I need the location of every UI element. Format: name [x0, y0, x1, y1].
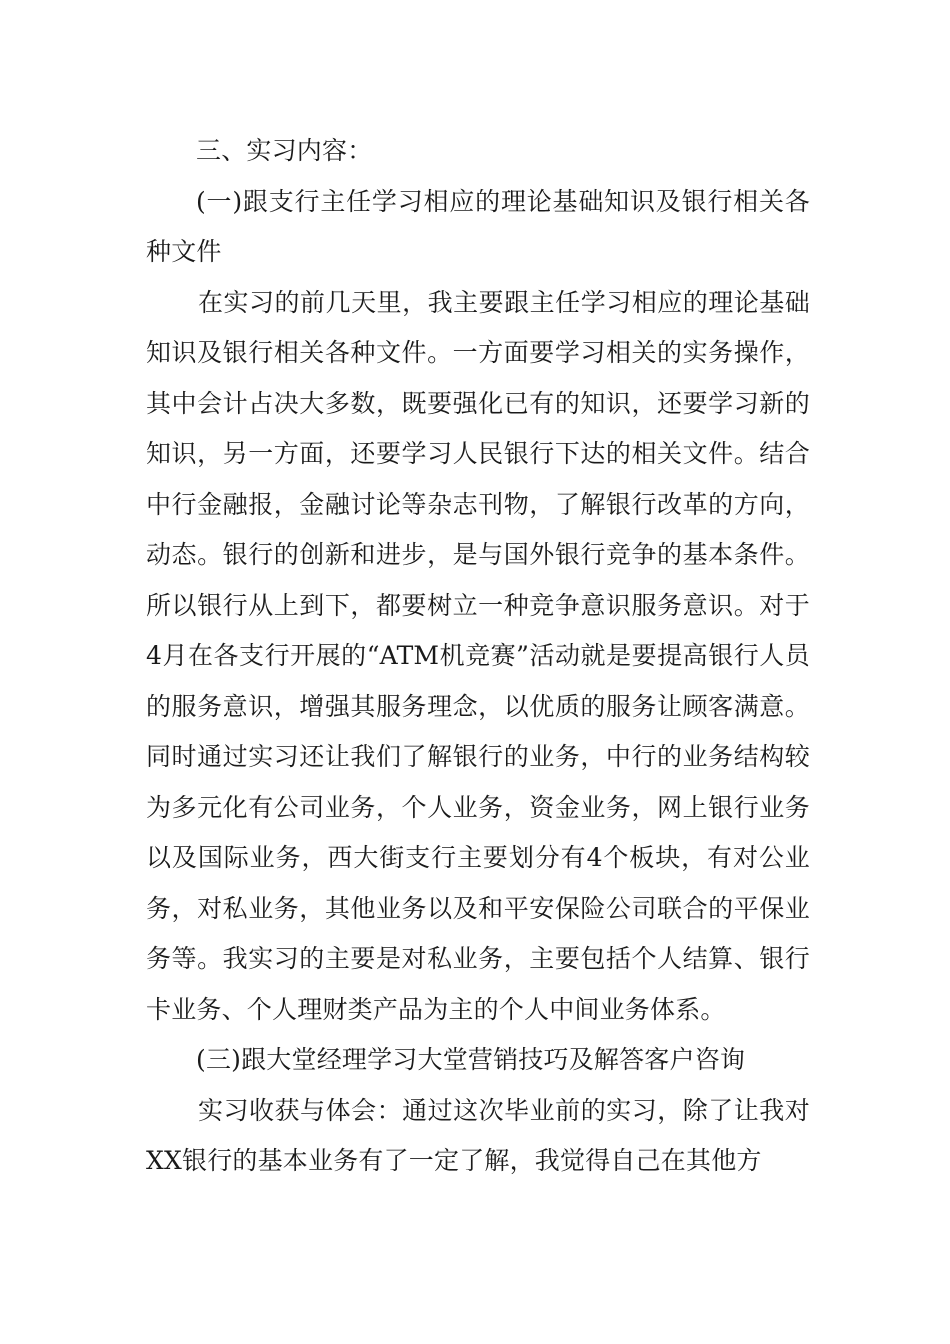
body-paragraph-internship-content: 在实习的前几天里，我主要跟主任学习相应的理论基础知识及银行相关各种文件。一方面要学习相关的实务操作，其中会计占决大多数，既要强化已有的知识，还要学习新的知识，另一方面，还要学习人民银行下达的相关文件。结合中行金融报，金融讨论等杂志刊物，了解银行改革的方向，动态。银行的创新和进步，是与国外银行竞争的基本条件。所以银行从上到下，都要树立一种竞争意识服务意识。对于4月在各支行开展的“ATM机竞赛”活动就是要提高银行人员的服务意识，增强其服务理念，以优质的服务让顾客满意。同时通过实习还让我们了解银行的业务，中行的业务结构较为多元化有公司业务，个人业务，资金业务，网上银行业务以及国际业务，西大街支行主要划分有4个板块，有对公业务，对私业务，其他业务以及和平安保险公司联合的平保业务等。我实习的主要是对私业务，主要包括个人结算、银行卡业务、个人理财类产品为主的个人中间业务体系。: [146, 287, 810, 1024]
subheading-lobby-manager: (三)跟大堂经理学习大堂营销技巧及解答客户咨询: [196, 1045, 746, 1074]
body-paragraph-reflections: 实习收获与体会：通过这次毕业前的实习，除了让我对XX银行的基本业务有了一定了解，我觉得自己在其他方: [146, 1095, 810, 1175]
subheading-study-theory: (一)跟支行主任学习相应的理论基础知识及银行相关各种文件: [146, 186, 810, 266]
document-body: [146, 126, 810, 1187]
section-heading: 三、实习内容：: [196, 136, 373, 165]
